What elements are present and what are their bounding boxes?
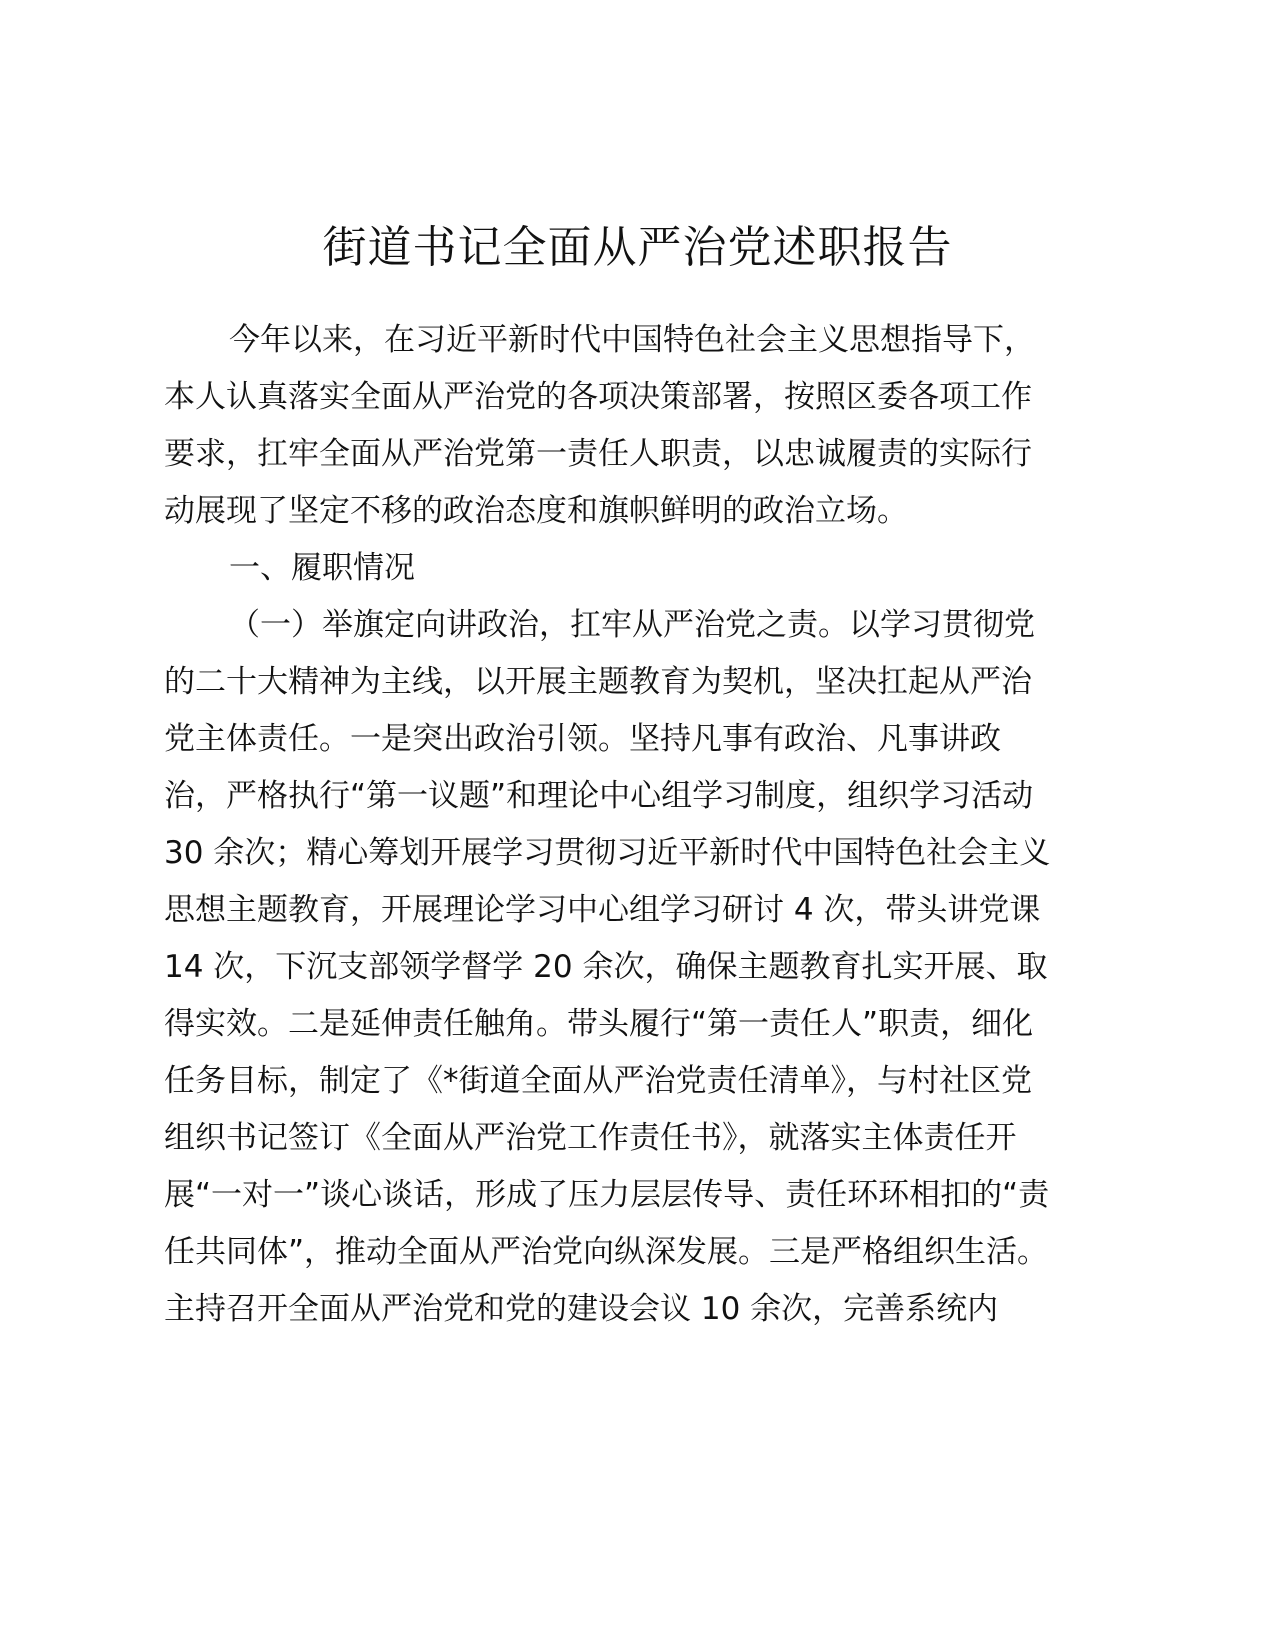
body-line: 要求，扛牢全面从严治党第一责任人职责，以忠诚履责的实际行 xyxy=(164,436,1032,472)
body-line: 得实效。二是延伸责任触角。带头履行“第一责任人”职责，细化 xyxy=(164,1006,1034,1042)
body-line: 任共同体”，推动全面从严治党向纵深发展。三是严格组织生活。 xyxy=(164,1234,1049,1270)
body-line: 展“一对一”谈心谈话，形成了压力层层传导、责任环环相扣的“责 xyxy=(164,1177,1050,1213)
body-line: 主持召开全面从严治党和党的建设会议 10 余次，完善系统内 xyxy=(164,1291,999,1327)
body-line: 治，严格执行“第一议题”和理论中心组学习制度，组织学习活动 xyxy=(164,778,1034,814)
body-line: （一）举旗定向讲政治，扛牢从严治党之责。以学习贯彻党 xyxy=(229,607,1035,643)
body-line: 任务目标，制定了《*街道全面从严治党责任清单》，与村社区党 xyxy=(164,1063,1032,1099)
document-body xyxy=(164,312,1114,1338)
body-line: 30 余次；精心筹划开展学习贯彻习近平新时代中国特色社会主义 xyxy=(164,835,1051,871)
body-line: 组织书记签订《全面从严治党工作责任书》，就落实主体责任开 xyxy=(164,1120,1017,1156)
body-line: 的二十大精神为主线，以开展主题教育为契机，坚决扛起从严治 xyxy=(164,664,1032,700)
body-line: 14 次，下沉支部领学督学 20 余次，确保主题教育扎实开展、取 xyxy=(164,949,1048,985)
body-line: 一、履职情况 xyxy=(229,550,415,586)
document-title: 街道书记全面从严治党述职报告 xyxy=(322,222,953,273)
body-line: 动展现了坚定不移的政治态度和旗帜鲜明的政治立场。 xyxy=(164,493,908,529)
body-line: 党主体责任。一是突出政治引领。坚持凡事有政治、凡事讲政 xyxy=(164,721,1001,757)
body-line: 本人认真落实全面从严治党的各项决策部署，按照区委各项工作 xyxy=(164,379,1032,415)
body-line: 今年以来，在习近平新时代中国特色社会主义思想指导下， xyxy=(229,322,1035,358)
body-line: 思想主题教育，开展理论学习中心组学习研讨 4 次，带头讲党课 xyxy=(164,892,1041,928)
